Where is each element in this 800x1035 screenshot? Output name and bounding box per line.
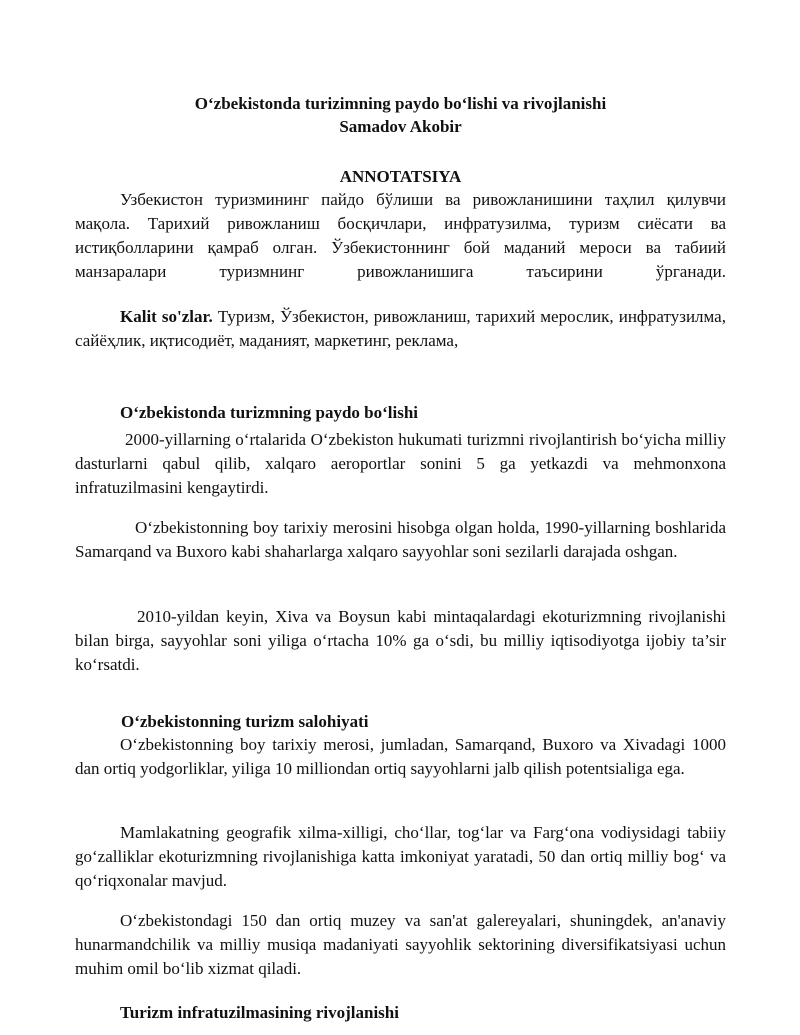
paragraph: O‘zbekistonning boy tarixiy merosini hisobga olgan holda, 1990-yillarning boshlarida Samarqand va Buxoro kabi shaharlarga xalqaro sayyohlar soni sezilarli darajada oshgan.: [75, 518, 726, 561]
section-heading: Turizm infratuzilmasining rivojlanishi: [120, 1003, 399, 1022]
section-heading: O‘zbekistonning turizm salohiyati: [121, 712, 369, 731]
document-title: O‘zbekistonda turizimning paydo bo‘lishi va rivojlanishi: [194, 94, 607, 113]
paragraph: O‘zbekistonning boy tarixiy merosi, jumladan, Samarqand, Buxoro va Xivadagi 1000 dan ortiq yodgorliklar, yiliga 10 milliondan ortiq sayyohlarni jalb qilish potentsialiga ega.: [75, 735, 726, 778]
keywords-label: Kalit so'zlar.: [120, 307, 213, 326]
paragraph: O‘zbekistondagi 150 dan ortiq muzey va san'at galereyalari, shuningdek, an'anaviy hunarmandchilik va milliy musiqa madaniyati sayyohlik sektorining diversifikatsiyasi uchun muhim omil bo‘lib xizmat qiladi.: [75, 911, 726, 978]
paragraph: 2000-yillarning o‘rtalarida O‘zbekiston hukumati turizmni rivojlantirish bo‘yicha milliy dasturlarni qabul qilib, xalqaro aeroportlar sonini 5 ga yetkazdi va mehmonxona infratuzilmasini kengaytirdi.: [75, 430, 726, 497]
annotation-text: Узбекистон туризмининг пайдо бўлиши ва ривожланишини таҳлил қилувчи мақола. Тарихий ривожланиш босқичлари, инфратузилма, туризм сиёсати ва истиқболларини қамраб олган. Ўзбекистоннинг бой маданий мероси ва табиий манзаралари туризмнинг ривожланишига таъсирини ўрганади.: [75, 190, 726, 281]
section-heading: O‘zbekistonda turizmning paydo bo‘lishi: [120, 403, 419, 422]
author-name: Samadov Akobir: [339, 117, 462, 136]
paragraph: 2010-yildan keyin, Xiva va Boysun kabi mintaqalardagi ekoturizmning rivojlanishi bilan birga, sayyohlar soni yiliga o‘rtacha 10% ga o‘sdi, bu milliy iqtisodiyotga ijobiy ta’sir ko‘rsatdi.: [75, 607, 726, 674]
paragraph: Mamlakatning geografik xilma-xilligi, cho‘llar, tog‘lar va Farg‘ona vodiysidagi tabiiy go‘zalliklar ekoturizmning rivojlanishiga katta imkoniyat yaratadi, 50 dan ortiq milliy bog‘ va qo‘riqxonalar mavjud.: [75, 823, 726, 890]
keywords-paragraph: [75, 305, 726, 353]
annotation-heading: ANNOTATSIYA: [339, 167, 462, 186]
keywords-list: Туризм, Ўзбекистон, ривожланиш, тарихий мерослик, инфратузилма, сайёҳлик, иқтисодиёт, маданият, маркетинг, реклама,: [75, 307, 726, 350]
